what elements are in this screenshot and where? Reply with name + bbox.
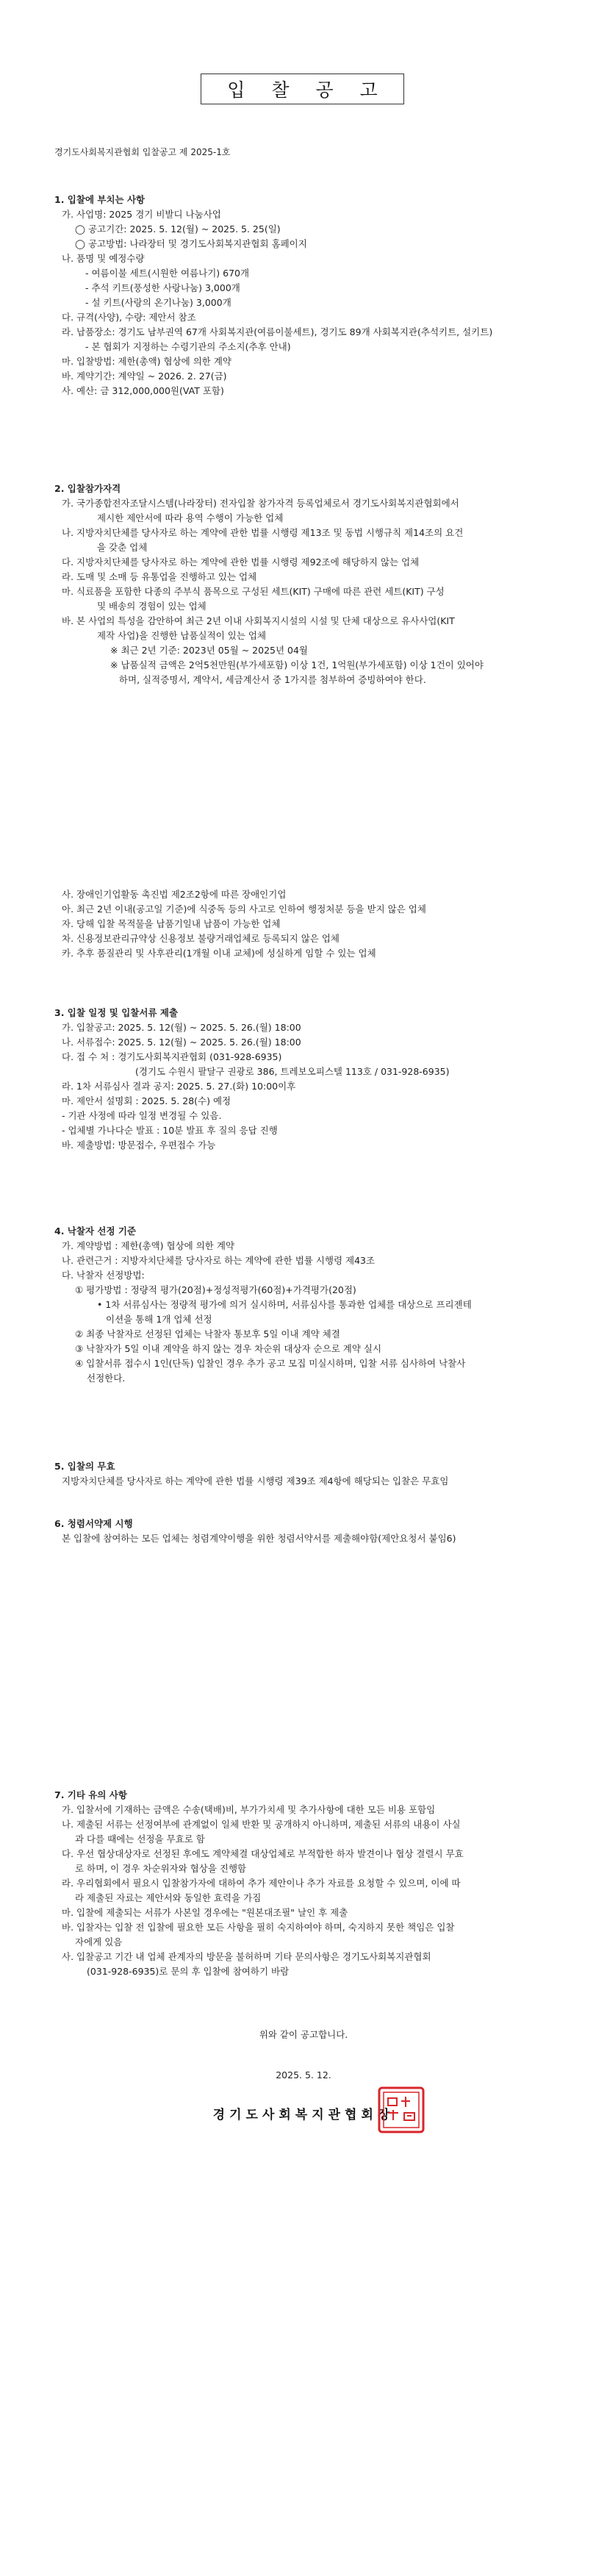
list-item: 다. 낙찰자 선정방법: — [62, 1270, 145, 1281]
list-item: (경기도 수원시 팔달구 권광로 386, 트레보오피스텔 113호 / 031-928-6935) — [135, 1066, 450, 1077]
list-item: ※ 최근 2년 기준: 2023년 05월 ~ 2025년 04월 — [110, 645, 309, 656]
list-item: - 본 협회가 지정하는 수령기관의 주소지(추후 안내) — [85, 341, 291, 352]
section-2-continued — [54, 887, 561, 961]
official-seal-icon — [378, 2086, 425, 2133]
list-item: 나. 관련근거 : 지방자치단체를 당사자로 하는 계약에 관한 법률 시행령 제43조 — [62, 1255, 376, 1266]
section-4 — [54, 1224, 561, 1386]
list-item: 라 제출된 자료는 제안서와 동일한 효력을 가짐 — [75, 1892, 262, 1903]
section-heading: 4. 낙찰자 선정 기준 — [54, 1226, 137, 1237]
list-item: 하며, 실적증명서, 계약서, 세금계산서 중 1가지를 첨부하여 증빙하여야 한다. — [110, 674, 426, 685]
section-1-body — [54, 207, 561, 398]
list-item: 라. 우리협회에서 필요시 입찰참가자에 대하여 추가 제안이나 추가 자료를 요청할 수 있으며, 이에 따 — [62, 1878, 461, 1889]
list-item: 바. 제출방법: 방문접수, 우편접수 가능 — [62, 1139, 216, 1151]
list-item: 다. 우선 협상대상자로 선정된 후에도 계약체결 대상업체로 부적합한 하자 발견이나 협상 결렬시 무효 — [62, 1848, 464, 1859]
list-item: 다. 규격(사양), 수량: 제안서 참조 — [62, 312, 196, 323]
list-item: 나. 품명 및 예정수량 — [62, 253, 145, 264]
org-signature-line — [0, 2104, 607, 2122]
list-item: 마. 식료품을 포함한 다종의 주부식 품목으로 구성된 세트(KIT) 구매에 따른 관련 세트(KIT) 구성 — [62, 586, 445, 597]
list-item: ※ 납품실적 금액은 2억5천만원(부가세포함) 이상 1건, 1억원(부가세포함) 이상 1건이 있어야 — [110, 659, 484, 670]
list-item: 나. 지방자치단체를 당사자로 하는 계약에 관한 법률 시행령 제13조 및 동법 시행규칙 제14조의 요건 — [62, 527, 464, 538]
section-heading: 3. 입찰 일정 및 입찰서류 제출 — [54, 1007, 179, 1018]
section-5 — [54, 1459, 561, 1489]
section-heading: 2. 입찰참가자격 — [54, 483, 121, 494]
list-item: ① 평가방법 : 정량적 평가(20점)+정성적평가(60점)+가격평가(20점) — [75, 1284, 356, 1295]
list-item: - 여름이불 세트(시원한 여름나기) 670개 — [85, 268, 250, 279]
list-item: 로 하며, 이 경우 차순위자와 협상을 진행함 — [75, 1863, 247, 1874]
list-item: - 추석 키트(풍성한 사랑나눔) 3,000개 — [85, 282, 240, 293]
section-3 — [54, 1006, 561, 1153]
list-item: - 업체별 가나다순 발표 : 10분 발표 후 질의 응답 진행 — [62, 1125, 278, 1136]
list-item: 지방자치단체를 당사자로 하는 계약에 관한 법률 시행령 제39조 제4항에 해당되는 입찰은 무효임 — [62, 1475, 449, 1486]
list-item: ② 최종 낙찰자로 선정된 업체는 낙찰자 통보후 5일 이내 계약 체결 — [75, 1328, 340, 1339]
list-item: 이션을 통해 1개 업체 선정 — [106, 1314, 212, 1325]
list-item: • 1차 서류심사는 정량적 평가에 의거 실시하며, 서류심사를 통과한 업체를 대상으로 프리젠테 — [97, 1299, 472, 1310]
section-6 — [54, 1517, 561, 1546]
list-item: 바. 본 사업의 특성을 감안하여 최근 2년 이내 사회복지시설의 시설 및 단체 대상으로 유사사업(KIT — [62, 615, 455, 626]
closing-text: 위와 같이 공고합니다. — [259, 2029, 348, 2040]
list-item: 가. 국가종합전자조달시스템(나라장터) 전자입찰 참가자격 등록업체로서 경기도사회복지관협회에서 — [62, 498, 459, 509]
section-heading: 6. 청렴서약제 시행 — [54, 1518, 133, 1529]
list-item: 다. 지방자치단체를 당사자로 하는 계약에 관한 법률 시행령 제92조에 해당하지 않는 업체 — [62, 557, 420, 568]
list-item: 마. 제안서 설명회 : 2025. 5. 28(수) 예정 — [62, 1095, 231, 1106]
list-item: 제작 사업)을 진행한 납품실적이 있는 업체 — [97, 630, 267, 641]
list-item: 차. 신용정보관리규약상 신용정보 불량거래업체로 등록되지 않은 업체 — [62, 933, 340, 944]
list-item: 마. 입찰방법: 제한(총액) 협상에 의한 계약 — [62, 356, 232, 367]
list-item: ◯ 공고방법: 나라장터 및 경기도사회복지관협회 홈페이지 — [75, 238, 307, 249]
list-item: 카. 추후 품질관리 및 사후관리(1개월 이내 교체)에 성실하게 임할 수 있는 업체 — [62, 948, 376, 959]
list-item: ◯ 공고기간: 2025. 5. 12(월) ~ 2025. 5. 25(일) — [75, 223, 281, 235]
list-item: 본 입찰에 참여하는 모든 업체는 청렴계약이행을 위한 청렴서약서를 제출해야함(제안요청서 붙임6) — [62, 1533, 456, 1544]
section-1 — [54, 193, 561, 398]
list-item: 다. 접 수 처 : 경기도사회복지관협회 (031-928-6935) — [62, 1051, 282, 1062]
section-heading: 5. 입찰의 무효 — [54, 1461, 115, 1472]
list-item: 사. 예산: 금 312,000,000원(VAT 포함) — [62, 385, 224, 396]
list-item: 제시한 제안서에 따라 용역 수행이 가능한 업체 — [97, 512, 284, 523]
closing-date: 2025. 5. 12. — [276, 2069, 331, 2081]
list-item: 사. 장애인기업활동 촉진법 제2조2항에 따른 장애인기업 — [62, 889, 287, 900]
list-item: 바. 입찰자는 입찰 전 입찰에 필요한 모든 사항을 필히 숙지하여야 하며, 숙지하지 못한 책임은 입찰 — [62, 1922, 455, 1933]
list-item: ③ 낙찰자가 5일 이내 계약을 하지 않는 경우 차순위 대상자 순으로 계약 실시 — [75, 1343, 382, 1354]
list-item: 자에게 있음 — [75, 1936, 123, 1947]
list-item: 가. 입찰서에 기재하는 금액은 수송(택배)비, 부가가치세 및 추가사항에 대한 모든 비용 포함임 — [62, 1804, 436, 1815]
notice-title: 입 찰 공 고 — [201, 74, 404, 104]
list-item: 아. 최근 2년 이내(공고일 기준)에 식중독 등의 사고로 인하여 행정처분 등을 받지 않은 업체 — [62, 904, 426, 915]
section-2-body — [54, 496, 561, 687]
section-heading: 1. 입찰에 부치는 사항 — [54, 194, 146, 205]
organization-name: 경기도사회복지관협회장 — [212, 2108, 395, 2122]
list-item: 바. 계약기간: 계약일 ~ 2026. 2. 27(금) — [62, 371, 227, 382]
list-item: - 기관 사정에 따라 일정 변경될 수 있음. — [62, 1110, 222, 1121]
list-item: 가. 입찰공고: 2025. 5. 12(월) ~ 2025. 5. 26.(월) 18:00 — [62, 1022, 301, 1033]
list-item: - 설 키트(사랑의 온기나눔) 3,000개 — [85, 297, 231, 308]
list-item: 을 갖춘 업체 — [97, 542, 148, 553]
section-7 — [54, 1788, 561, 1979]
list-item: 마. 입찰에 제출되는 서류가 사본일 경우에는 "원본대조필" 날인 후 제출 — [62, 1907, 348, 1918]
list-item: 사. 입찰공고 기간 내 업체 관계자의 방문을 불허하며 기타 문의사항은 경기도사회복지관협회 — [62, 1951, 431, 1962]
list-item: (031-928-6935)로 문의 후 입찰에 참여하기 바람 — [87, 1966, 290, 1977]
list-item: 과 다를 때에는 선정을 무효로 함 — [75, 1833, 205, 1845]
list-item: 가. 사업명: 2025 경기 비발디 나눔사업 — [62, 209, 221, 220]
list-item: 라. 도매 및 소매 등 유통업을 진행하고 있는 업체 — [62, 571, 257, 582]
list-item: 나. 제출된 서류는 선정여부에 관계없이 일체 반환 및 공개하지 아니하며, 제출된 서류의 내용이 사실 — [62, 1819, 461, 1830]
list-item: 가. 계약방법 : 제한(총액) 협상에 의한 계약 — [62, 1240, 234, 1251]
list-item: 라. 1차 서류심사 결과 공지: 2025. 5. 27.(화) 10:00이후 — [62, 1081, 296, 1092]
list-item: 라. 납품장소: 경기도 남부권역 67개 사회복지관(여름이불세트), 경기도 89개 사회복지관(추석키트, 설키트) — [62, 326, 493, 337]
notice-number: 경기도사회복지관협회 입찰공고 제 2025-1호 — [54, 147, 231, 157]
list-item: 및 배송의 경험이 있는 업체 — [97, 601, 206, 612]
section-2 — [54, 482, 561, 687]
list-item: ④ 입찰서류 접수시 1인(단독) 입찰인 경우 추가 공고 모집 미실시하며, 입찰 서류 심사하여 낙찰사 — [75, 1358, 466, 1369]
section-heading: 7. 기타 유의 사항 — [54, 1789, 127, 1800]
list-item: 자. 당해 입찰 목적물을 납품기일내 납품이 가능한 업체 — [62, 918, 281, 929]
list-item: 선정한다. — [87, 1373, 126, 1384]
list-item: 나. 서류접수: 2025. 5. 12(월) ~ 2025. 5. 26.(월) 18:00 — [62, 1037, 301, 1048]
